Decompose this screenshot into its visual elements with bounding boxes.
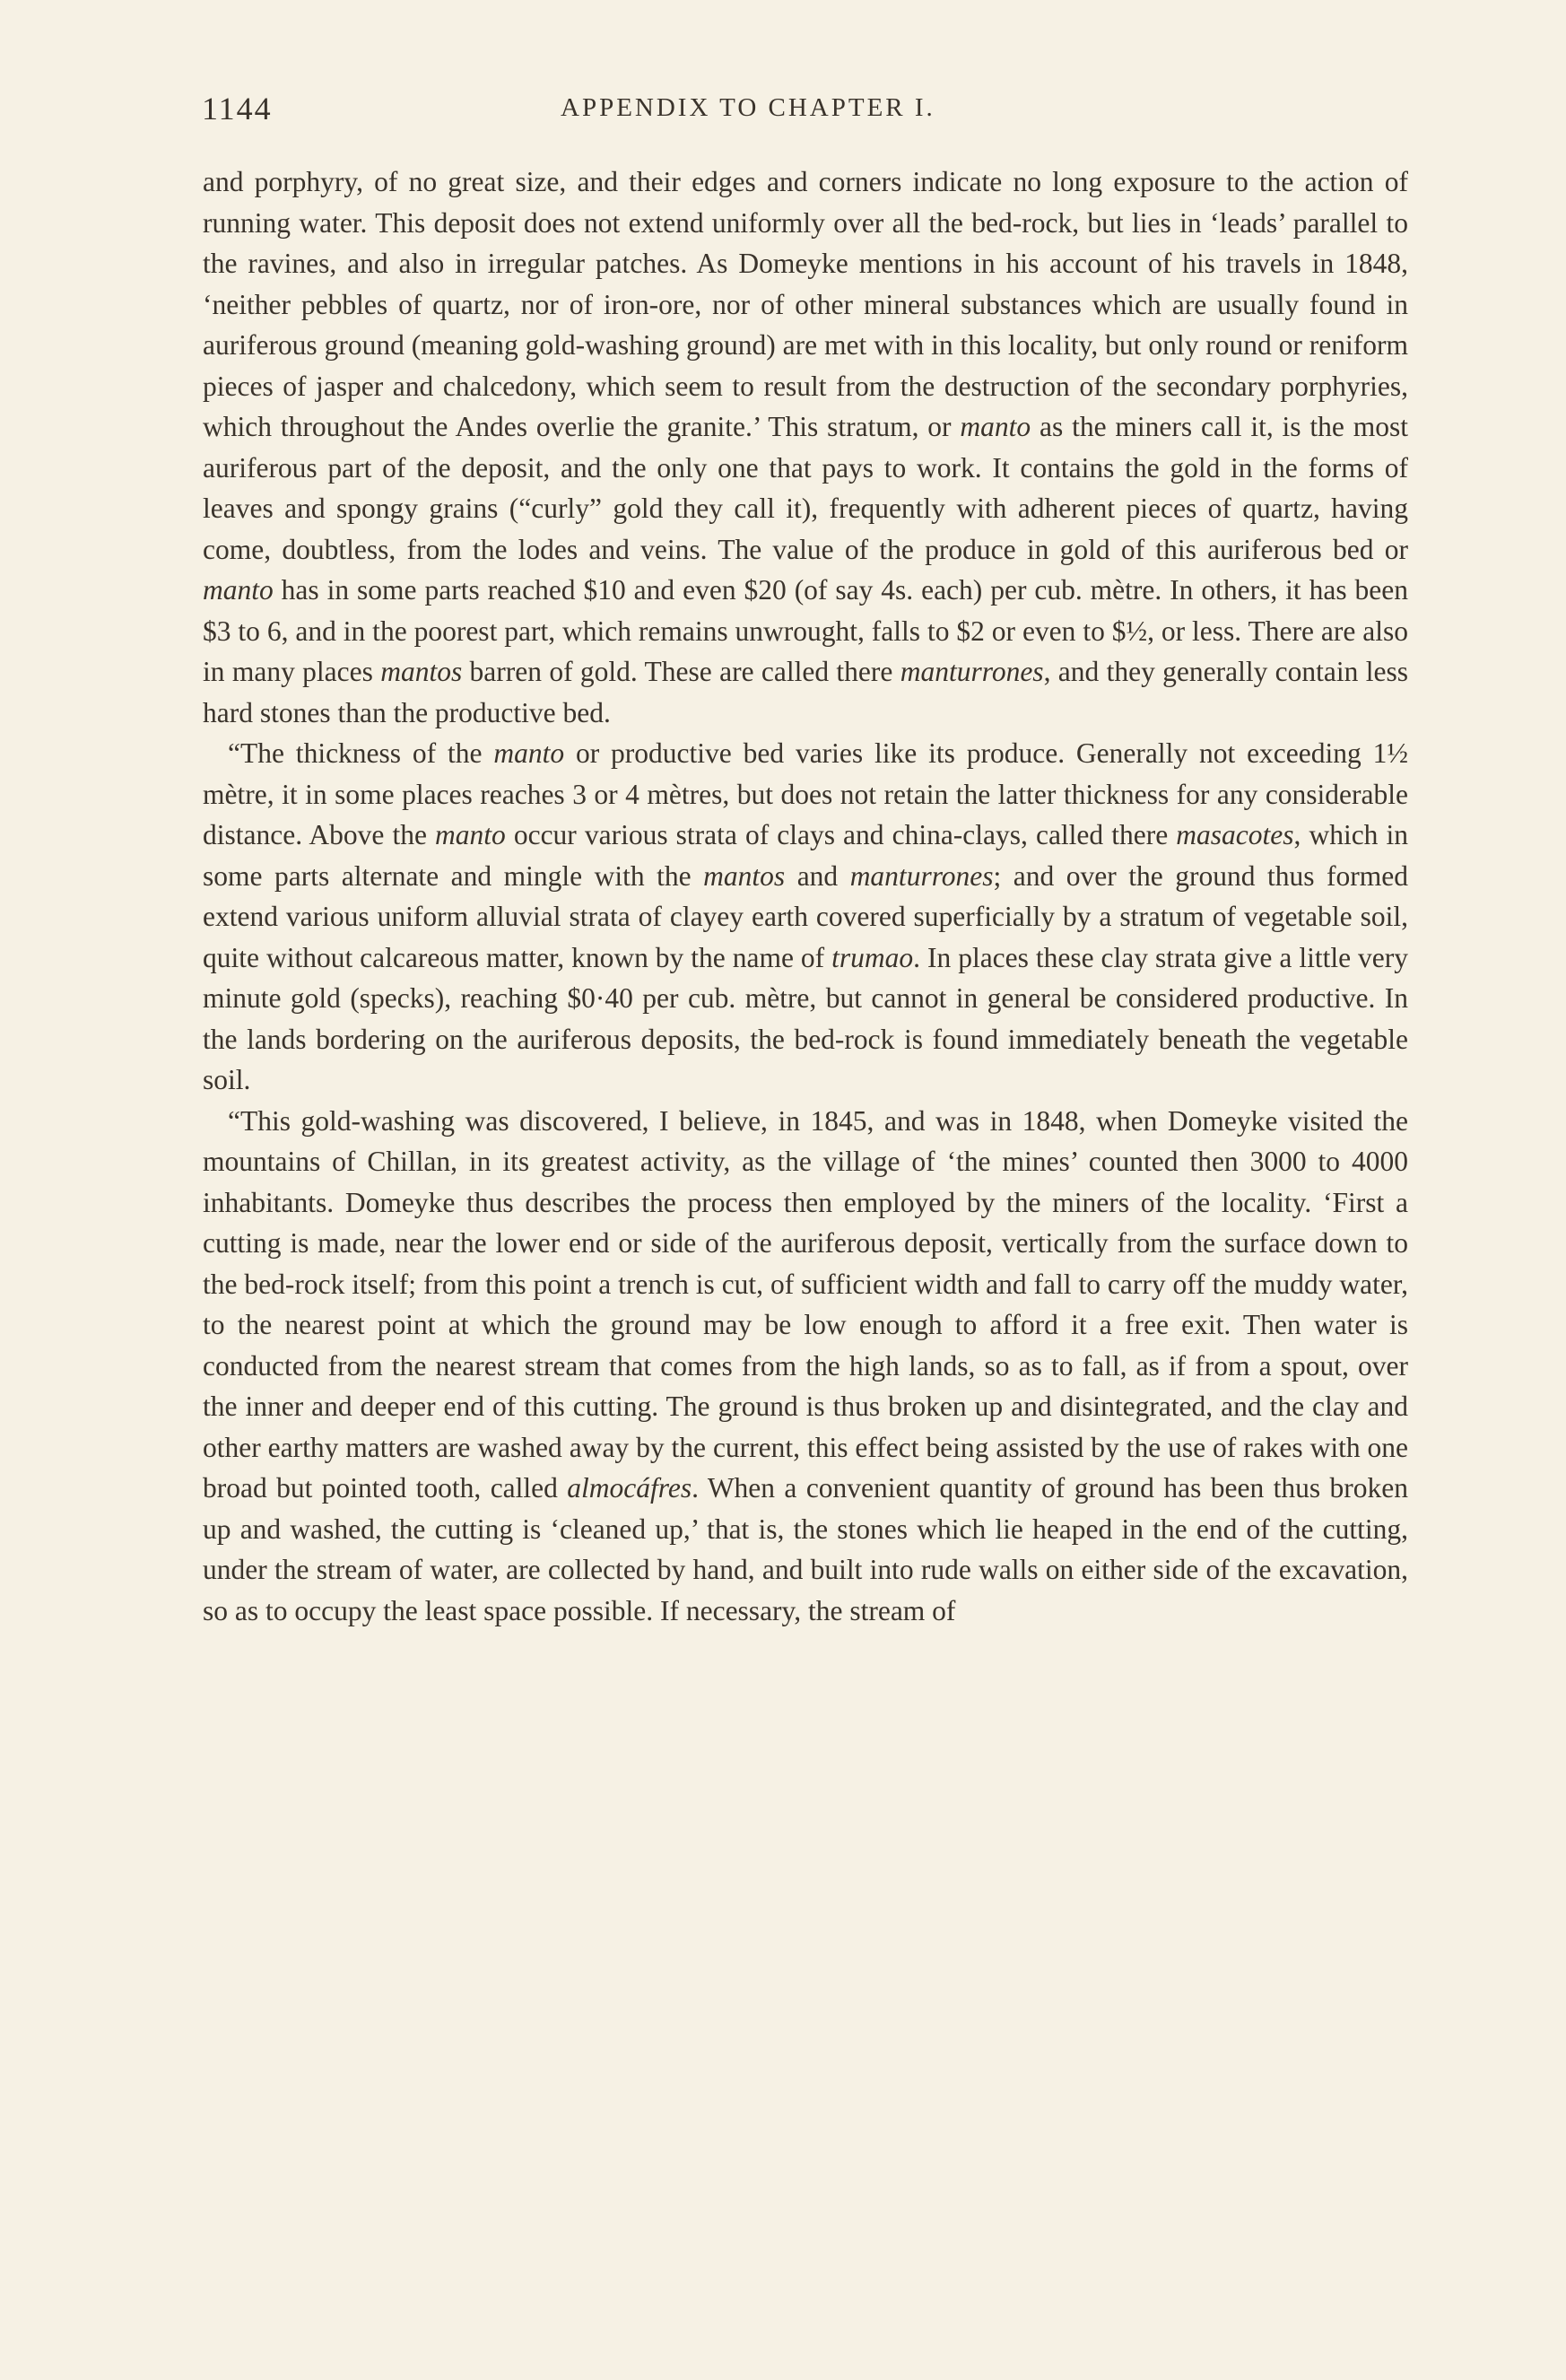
body-text xyxy=(203,161,1408,1631)
text-run: . When a convenient quantity of ground has been thus broken up and washed, the cutting is ‘cleaned up,’ that is, the stones which lie heaped in the end of the cutting, under the stream of water, are collected by hand, and built into rude walls on either side of the excavation, so as to occupy the least space possible. If necessary, the stream of xyxy=(203,1472,1408,1626)
text-run: ; and over the ground thus formed extend various uniform alluvial strata of clayey earth covered superficially by a stratum of vegetable soil, quite without calcareous matter, known by the name of xyxy=(203,859,1408,973)
text-run: or productive bed varies like its produce. Generally not exceeding 1½ mètre, it in some places reaches 3 or 4 mètres, but does not retain the latter thickness for any considerable distance. Above the xyxy=(203,737,1408,850)
text-run: and xyxy=(785,859,850,892)
text-run: . In places these clay strata give a little very minute gold (specks), reaching $0·40 per cub. mètre, but cannot in general be considered productive. In the lands bordering on the auriferous deposits, the bed-rock is found immediately beneath the vegetable soil. xyxy=(203,941,1408,1095)
italic-term: masacotes xyxy=(1176,819,1294,850)
italic-term: manto xyxy=(203,574,274,606)
italic-term: manto xyxy=(960,411,1031,442)
italic-term: manto xyxy=(493,737,565,769)
italic-term: manturrones xyxy=(849,859,994,892)
paragraph-2 xyxy=(203,733,1408,1101)
italic-term: trumao xyxy=(831,941,914,973)
italic-term: mantos xyxy=(380,656,463,687)
text-run: occur various strata of clays and china-clays, called there xyxy=(505,819,1177,850)
running-title: APPENDIX TO CHAPTER I. xyxy=(561,93,935,122)
text-run: as the miners call it, is the most auriferous part of the deposit, and the only one that pays to work. It contains the gold in the forms of leaves and spongy grains (“curly” gold they call it), frequently with adherent pieces of quartz, having come, doubtless, from the lodes and veins. The value of the produce in gold of this auriferous bed or xyxy=(203,411,1408,565)
italic-term: manturrones xyxy=(900,656,1044,687)
page-number: 1144 xyxy=(202,91,273,126)
text-run: and porphyry, of no great size, and their edges and corners indicate no long exposure to the action of running water. This deposit does not extend uniformly over all the bed-rock, but lies in ‘leads’ parallel to the ravines, and also in irregular patches. As Domeyke mentions in his account of his travels in 1848, ‘neither pebbles of quartz, nor of iron-ore, nor of other mineral substances which are usually found in auriferous ground (meaning gold-washing ground) are met with in this locality, but only round or reniform pieces of jasper and chalcedony, which seem to result from the destruction of the secondary porphyries, which throughout the Andes overlie the granite.’ This stratum, or xyxy=(203,166,1408,442)
italic-term: manto xyxy=(435,819,506,850)
text-run: , which in some parts alternate and mingle with the xyxy=(203,819,1408,892)
italic-term: mantos xyxy=(703,859,786,892)
text-run: , and they generally contain less hard stones than the productive bed. xyxy=(203,656,1408,728)
paragraph-3 xyxy=(203,1101,1408,1632)
text-run: has in some parts reached $10 and even $20 (of say 4s. each) per cub. mètre. In others, it has been $3 to 6, and in the poorest part, which remains unwrought, falls to $2 or even to $½, or less. There are also in many places xyxy=(203,574,1408,687)
text-run: barren of gold. These are called there xyxy=(462,656,900,687)
italic-term: almocáfres xyxy=(567,1472,692,1504)
text-run: “The thickness of the xyxy=(228,737,494,769)
page-header xyxy=(202,90,1279,135)
paragraph-1 xyxy=(203,161,1408,733)
text-run: “This gold-washing was discovered, I believe, in 1845, and was in 1848, when Domeyke visited the mountains of Chillan, in its greatest activity, as the village of ‘the mines’ counted then 3000 to 4000 inhabitants. Domeyke thus describes the process then employed by the miners of the locality. ‘First a cutting is made, near the lower end or side of the auriferous deposit, vertically from the surface down to the bed-rock itself; from this point a trench is cut, of sufficient width and fall to carry off the muddy water, to the nearest point at which the ground may be low enough to afford it a free exit. Then water is conducted from the nearest stream that comes from the high lands, so as to fall, as if from a spout, over the inner and deeper end of this cutting. The ground is thus broken up and disintegrated, and the clay and other earthy matters are washed away by the current, this effect being assisted by the use of rakes with one broad but pointed tooth, called xyxy=(203,1104,1408,1504)
